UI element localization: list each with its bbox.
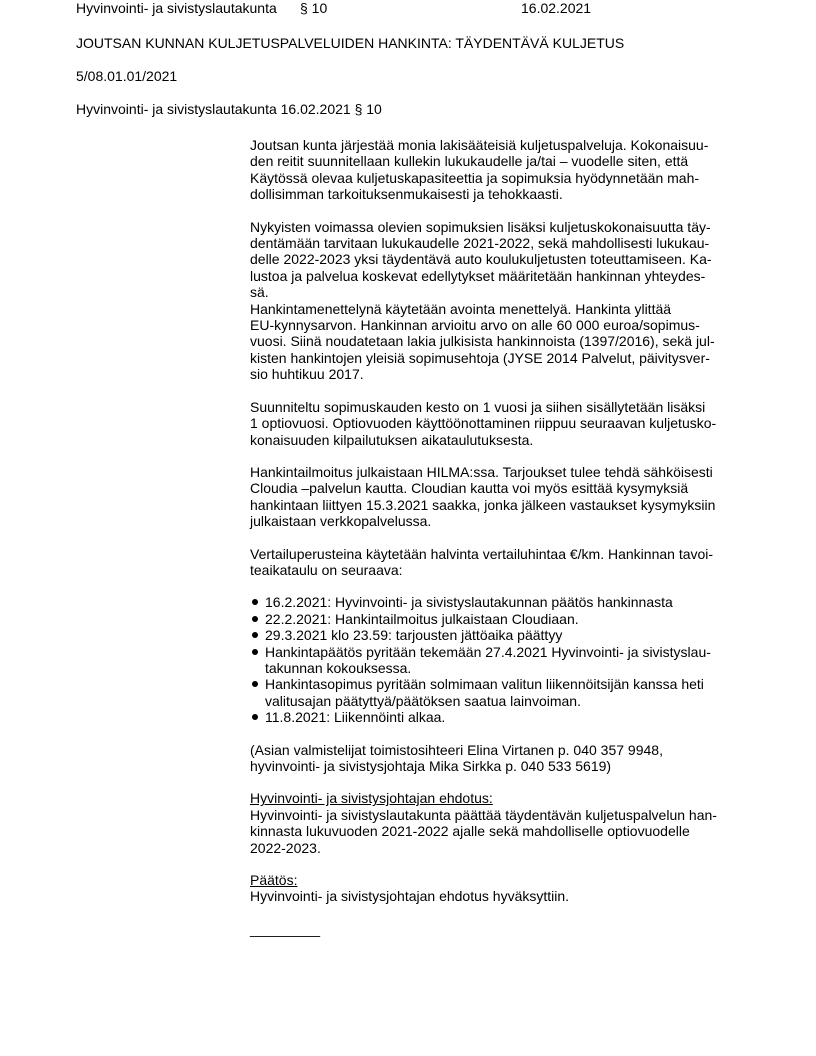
text-line: dollisimman tarkoituksenmukaisesti ja tehokkaasti.: [250, 186, 563, 203]
text-line: EU-kynnysarvon. Hankinnan arvioitu arvo on alle 60 000 euroa/sopimus-: [250, 317, 700, 334]
schedule-item: [250, 709, 750, 725]
text-line: Cloudia –palvelun kautta. Cloudian kautta voi myös esittää kysymyksiä: [250, 480, 689, 497]
header-board: Hyvinvointi- ja sivistyslautakunta: [76, 0, 277, 16]
text-line: vuosi. Siinä noudatetaan lakia julkisista hankinnoista (1397/2016), sekä jul-: [250, 333, 715, 350]
document-title: JOUTSAN KUNNAN KULJETUSPALVELUIDEN HANKINTA: TÄYDENTÄVÄ KULJETUS: [76, 35, 625, 51]
schedule-item: [250, 611, 750, 627]
text-line: Hyvinvointi- ja sivistyslautakunta päättää täydentävän kuljetuspalvelun han-: [250, 806, 717, 823]
text-line: 1 optiovuosi. Optiovuoden käyttöönottaminen riippuu seuraavan kuljetusko-: [250, 415, 717, 432]
text-line: Vertailuperusteina käytetään halvinta vertailuhintaa €/km. Hankinnan tavoi-: [250, 545, 714, 562]
text-line: Suunniteltu sopimuskauden kesto on 1 vuosi ja siihen sisällytetään lisäksi: [250, 398, 706, 415]
paragraph-contract-term: [250, 399, 750, 448]
text-line: lustoa ja palvelua koskevat edellytykset määritetään hankinnan yhteydes-: [250, 267, 706, 284]
text-line: konaisuuden kilpailutuksen aikataulutuksesta.: [250, 431, 534, 448]
text-line: Joutsan kunta järjestää monia lakisääteisiä kuljetuspalveluja. Kokonaisuu-: [250, 137, 709, 153]
text-line: den reitit suunnitellaan kullekin lukukaudelle ja/tai – vuodelle siten, että: [250, 153, 689, 170]
proposal-section: [250, 790, 750, 856]
schedule-list: [250, 594, 750, 725]
text-line: Käytössä olevaa kuljetuskapasiteettia ja sopimuksia hyödynnetään mah-: [250, 169, 700, 186]
schedule-item-text: Hankintasopimus pyritään solmimaan valitun liikennöitsijän kanssa heti: [265, 676, 704, 693]
proposal-heading: Hyvinvointi- ja sivistysjohtajan ehdotus:: [250, 790, 493, 807]
schedule-item: [250, 676, 750, 709]
text-line: 2022-2023.: [250, 839, 321, 856]
header-section: § 10: [300, 0, 328, 16]
text-line: (Asian valmistelijat toimistosihteeri Elina Virtanen p. 040 357 9948,: [250, 741, 663, 758]
schedule-item-text: takunnan kokouksessa.: [265, 659, 412, 676]
decision-heading: Päätös:: [250, 872, 298, 889]
meeting-line: Hyvinvointi- ja sivistyslautakunta 16.02.2021 § 10: [76, 101, 382, 117]
text-line: delle 2022-2023 yksi täydentävä auto koulukuljetusten toteuttamiseen. Ka-: [250, 251, 712, 268]
text-line: Hankintailmoitus julkaistaan HILMA:ssa. Tarjoukset tulee tehdä sähköisesti: [250, 463, 713, 480]
decision-text: Hyvinvointi- ja sivistysjohtajan ehdotus hyväksyttiin.: [250, 888, 570, 905]
schedule-item: [250, 594, 750, 610]
schedule-item: [250, 644, 750, 677]
text-line: hyvinvointi- ja sivistysjohtaja Mika Sirkka p. 040 533 5619): [250, 758, 612, 774]
proposal-text: [250, 807, 750, 856]
text-line: dentämään tarvitaan lukukaudelle 2021-2022, sekä mahdollisesti lukukau-: [250, 235, 710, 252]
schedule-item-text: 22.2.2021: Hankintailmoitus julkaistaan Cloudiaan.: [265, 610, 579, 627]
schedule-item-text: Hankintapäätös pyritään tekemään 27.4.2021 Hyvinvointi- ja sivistyslau-: [265, 643, 711, 660]
paragraph-intro: [250, 137, 750, 203]
text-line: teaikataulu on seuraava:: [250, 561, 403, 578]
schedule-item-text: 11.8.2021: Liikennöinti alkaa.: [265, 709, 446, 726]
paragraph-procedure: [250, 301, 750, 383]
decision-section: [250, 872, 750, 905]
schedule-item-text: valitusajan päätyttyä/päätöksen saatua lainvoiman.: [265, 692, 581, 709]
end-mark: _________: [250, 920, 321, 937]
paragraph-notice: [250, 464, 750, 530]
paragraph-criteria: [250, 546, 750, 579]
schedule-item: [250, 627, 750, 643]
text-line: hankintaan liittyen 15.3.2021 saakka, jonka jälkeen vastaukset kysymyksiin: [250, 496, 716, 513]
schedule-item-text: 29.3.2021 klo 23.59: tarjousten jättöaika päättyy: [265, 627, 563, 644]
record-number: 5/08.01.01/2021: [76, 68, 178, 84]
text-line: kinnasta lukuvuoden 2021-2022 ajalle sekä mahdolliselle optiovuodelle: [250, 823, 690, 840]
text-line: Hankintamenettelynä käytetään avointa menettelyä. Hankinta ylittää: [250, 300, 672, 317]
document-body: [250, 137, 750, 953]
text-line: kisten hankintojen yleisiä sopimusehtoja (JYSE 2014 Palvelut, päivitysver-: [250, 349, 710, 366]
text-line: julkaistaan verkkopalvelussa.: [250, 513, 432, 530]
paragraph-needs: [250, 219, 750, 301]
header-date: 16.02.2021: [521, 0, 592, 16]
schedule-item-text: 16.2.2021: Hyvinvointi- ja sivistyslautakunnan päätös hankinnasta: [265, 594, 673, 611]
preparers-note: [250, 742, 750, 775]
text-line: sio huhtikuu 2017.: [250, 366, 364, 383]
text-line: Nykyisten voimassa olevien sopimuksien lisäksi kuljetuskokonaisuutta täy-: [250, 218, 711, 235]
text-line: sä.: [250, 284, 269, 301]
